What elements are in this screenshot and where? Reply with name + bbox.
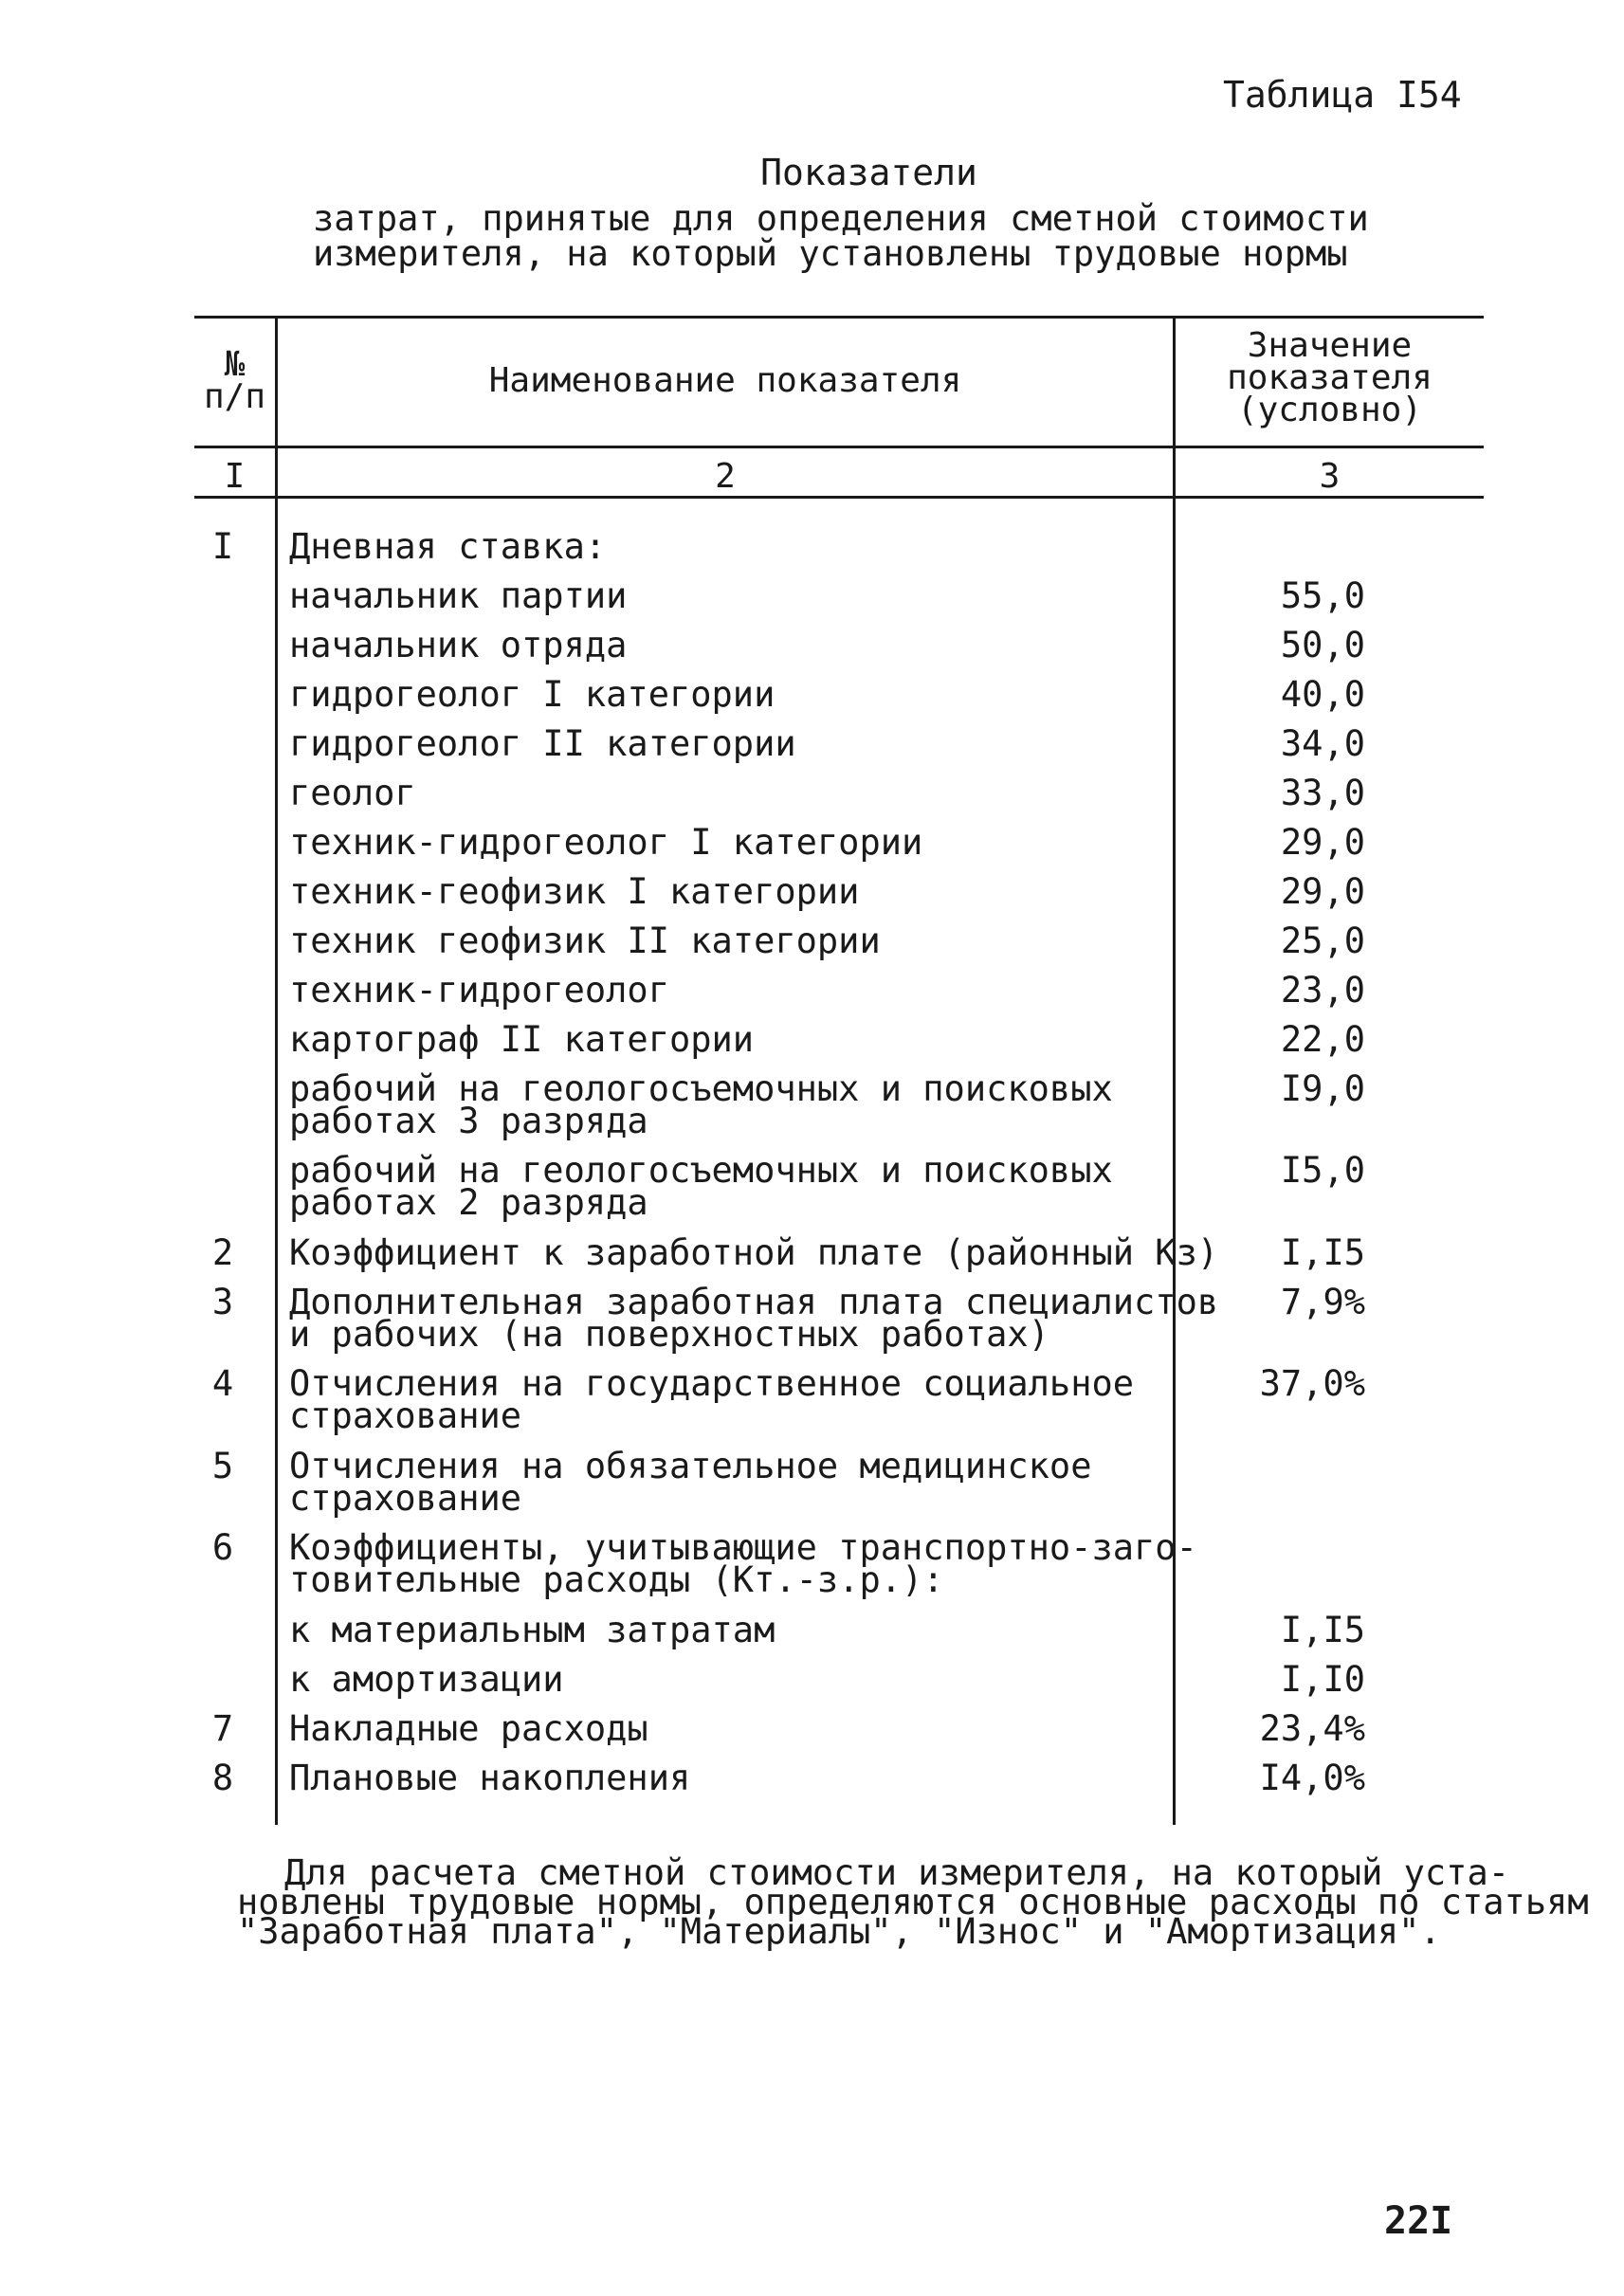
row-name: работах 3 разряда: [289, 1101, 648, 1141]
header-num: п/п: [203, 377, 266, 416]
footnote: [237, 1852, 1589, 1952]
header-bottom-rule: [194, 446, 1484, 448]
subtitle-line: затрат, принятые для определения сметной стоимости: [313, 198, 1369, 239]
row-name: страхование: [289, 1478, 522, 1519]
row-value: 23,0: [1280, 970, 1365, 1011]
row-name: Коэффициенты, учитывающие транспортно-заго-: [289, 1527, 1197, 1568]
row-name: Отчисления на государственное социальное: [289, 1363, 1135, 1404]
header-name: Наименование показателя: [488, 361, 962, 400]
row-value: I,I5: [1280, 1610, 1365, 1650]
row-name: гидрогеолог I категории: [289, 674, 776, 715]
row-name: рабочий на геологосъемочных и поисковых: [289, 1150, 1113, 1191]
column-number: I: [224, 457, 246, 496]
row-name: рабочий на геологосъемочных и поисковых: [289, 1068, 1113, 1109]
row-value: 29,0: [1280, 822, 1365, 863]
row-name: Отчисления на обязательное медицинское: [289, 1446, 1092, 1486]
row-value: 23,4%: [1259, 1708, 1365, 1749]
row-value: 22,0: [1280, 1019, 1365, 1060]
row-name: техник геофизик II категории: [289, 920, 881, 961]
row-value: 50,0: [1280, 625, 1365, 665]
document-title: Показатели: [760, 152, 977, 193]
footnote-line: "Заработная плата", "Материалы", "Износ" и "Амортизация".: [237, 1911, 1441, 1952]
column-divider-1: [275, 316, 278, 1825]
row-value: 40,0: [1280, 674, 1365, 715]
column-number: 2: [715, 457, 736, 496]
row-number: 3: [211, 1282, 234, 1322]
row-name: к амортизации: [289, 1659, 564, 1700]
row-name: Дополнительная заработная плата специалистов: [289, 1282, 1219, 1322]
row-value: 29,0: [1280, 871, 1365, 912]
row-value: I9,0: [1280, 1068, 1365, 1109]
page-number: 22I: [1384, 2199, 1453, 2243]
row-name: Дневная ставка:: [289, 526, 607, 567]
row-name: техник-гидрогеолог I категории: [289, 822, 923, 863]
row-value: 7,9%: [1280, 1282, 1365, 1322]
row-name: картограф II категории: [289, 1019, 755, 1060]
row-value: I,I5: [1280, 1232, 1365, 1273]
column-number: 3: [1319, 457, 1341, 496]
row-name: техник-геофизик I категории: [289, 871, 860, 912]
table-top-rule: [194, 316, 1484, 319]
row-number: 6: [211, 1527, 234, 1568]
row-name: Плановые накопления: [289, 1758, 691, 1798]
header-value-line: Значение: [1247, 326, 1413, 365]
row-value: 33,0: [1280, 773, 1365, 813]
row-name: Накладные расходы: [289, 1708, 648, 1749]
row-name: Коэффициент к заработной плате (районный Кз): [289, 1232, 1219, 1273]
document-subtitle: [313, 198, 1369, 274]
header-num-sign: №: [224, 345, 246, 384]
footnote-line: новлены трудовые нормы, определяются основные расходы по статьям: [237, 1882, 1589, 1922]
row-name: гидрогеолог II категории: [289, 723, 796, 764]
footnote-line: Для расчета сметной стоимости измерителя, на который уста-: [284, 1852, 1510, 1893]
row-name: работах 2 разряда: [289, 1182, 648, 1223]
row-name: и рабочих (на поверхностных работах): [289, 1314, 1049, 1355]
row-name: техник-гидрогеолог: [289, 970, 669, 1011]
row-value: I,I0: [1280, 1659, 1365, 1700]
row-number: 8: [211, 1758, 234, 1798]
header-value-line: (условно): [1236, 391, 1423, 429]
column-divider-2: [1173, 316, 1176, 1825]
row-value: I5,0: [1280, 1150, 1365, 1191]
row-value: 37,0%: [1259, 1363, 1365, 1404]
subtitle-line: измерителя, на который установлены трудовые нормы: [313, 233, 1348, 274]
row-number: 5: [211, 1446, 234, 1486]
row-name: страхование: [289, 1395, 522, 1436]
row-value: 55,0: [1280, 575, 1365, 616]
row-name: товительные расходы (Кт.-з.р.):: [289, 1559, 944, 1600]
column-numbers-bottom-rule: [194, 496, 1484, 499]
row-value: 25,0: [1280, 920, 1365, 961]
row-number: 7: [211, 1708, 234, 1749]
row-name: к материальным затратам: [289, 1610, 776, 1650]
row-number: 2: [211, 1232, 234, 1273]
row-name: геолог: [289, 773, 416, 813]
row-value: I4,0%: [1259, 1758, 1365, 1798]
row-name: начальник партии: [289, 575, 628, 616]
header-value-line: показателя: [1227, 358, 1432, 397]
row-value: 34,0: [1280, 723, 1365, 764]
row-number: I: [211, 526, 234, 567]
table-label: Таблица I54: [1223, 74, 1462, 116]
row-number: 4: [211, 1363, 234, 1404]
row-name: начальник отряда: [289, 625, 628, 665]
